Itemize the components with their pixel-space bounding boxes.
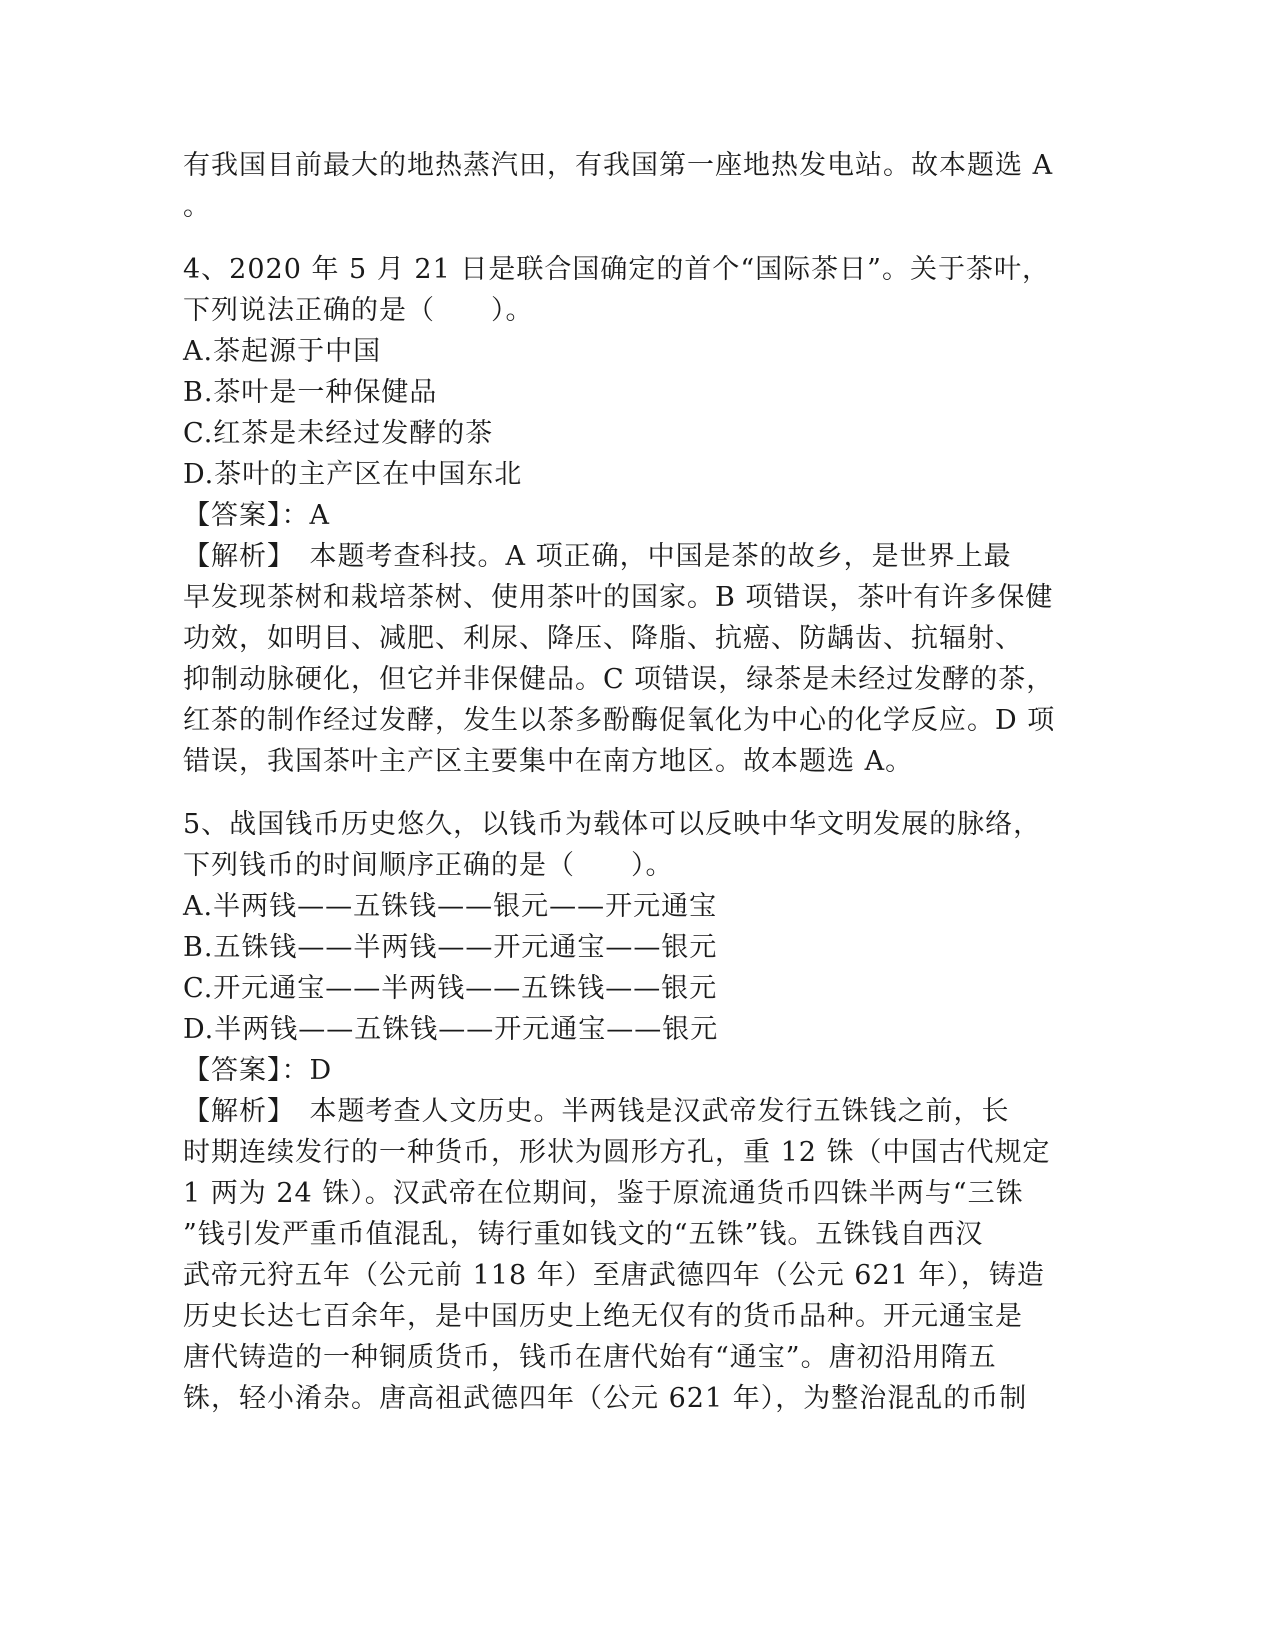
option-b: B.五铢钱——半两钱——开元通宝——银元 bbox=[183, 932, 718, 963]
option-a: A.茶起源于中国 bbox=[183, 336, 382, 367]
analysis-line: 1 两为 24 铢）。汉武帝在位期间，鉴于原流通货币四铢半两与“三铢 bbox=[183, 1178, 1024, 1209]
analysis-line: 【解析】 本题考查人文历史。半两钱是汉武帝发行五铢钱之前，长 bbox=[183, 1096, 1010, 1127]
analysis-line: 铢，轻小淆杂。唐高祖武德四年（公元 621 年），为整治混乱的币制 bbox=[183, 1383, 1028, 1414]
analysis-line: 抑制动脉硬化，但它并非保健品。C 项错误，绿茶是未经过发酵的茶， bbox=[183, 664, 1055, 695]
analysis-line: 红茶的制作经过发酵，发生以茶多酚酶促氧化为中心的化学反应。D 项 bbox=[183, 705, 1056, 736]
analysis-line: 功效，如明目、减肥、利尿、降压、降脂、抗癌、防龋齿、抗辐射、 bbox=[183, 623, 1023, 654]
analysis-line: 武帝元狩五年（公元前 118 年）至唐武德四年（公元 621 年），铸造 bbox=[183, 1260, 1045, 1291]
option-b: B.茶叶是一种保健品 bbox=[183, 377, 438, 408]
question-5 bbox=[183, 804, 1053, 1419]
document-page bbox=[183, 145, 1056, 1419]
analysis-line: 唐代铸造的一种铜质货币，钱币在唐代始有“通宝”。唐初沿用隋五 bbox=[183, 1342, 997, 1373]
question-stem: 4、2020 年 5 月 21 日是联合国确定的首个“国际茶日”。关于茶叶， bbox=[183, 254, 1050, 285]
answer: 【答案】：A bbox=[183, 500, 330, 531]
option-d: D.半两钱——五铢钱——开元通宝——银元 bbox=[183, 1014, 719, 1045]
analysis-line: 早发现茶树和栽培茶树、使用茶叶的国家。B 项错误，茶叶有许多保健 bbox=[183, 582, 1054, 613]
question-stem: 下列说法正确的是（ ）。 bbox=[183, 295, 534, 326]
analysis-line: ”钱引发严重币值混乱，铸行重如钱文的“五铢”钱。五铢钱自西汉 bbox=[183, 1219, 984, 1250]
text-line: 。 bbox=[183, 191, 211, 222]
analysis-line: 历史长达七百余年，是中国历史上绝无仅有的货币品种。开元通宝是 bbox=[183, 1301, 1023, 1332]
question-stem: 5、战国钱币历史悠久，以钱币为载体可以反映中华文明发展的脉络， bbox=[183, 809, 1042, 840]
analysis-line: 【解析】 本题考查科技。A 项正确，中国是茶的故乡，是世界上最 bbox=[183, 541, 1012, 572]
analysis-line: 错误，我国茶叶主产区主要集中在南方地区。故本题选 A。 bbox=[183, 746, 914, 777]
question-stem: 下列钱币的时间顺序正确的是（ ）。 bbox=[183, 850, 674, 881]
option-c: C.开元通宝——半两钱——五铢钱——银元 bbox=[183, 973, 718, 1004]
text-line: 有我国目前最大的地热蒸汽田，有我国第一座地热发电站。故本题选 A bbox=[183, 150, 1054, 181]
question-4 bbox=[183, 249, 1056, 782]
option-a: A.半两钱——五铢钱——银元——开元通宝 bbox=[183, 891, 718, 922]
option-d: D.茶叶的主产区在中国东北 bbox=[183, 459, 523, 490]
option-c: C.红茶是未经过发酵的茶 bbox=[183, 418, 494, 449]
answer: 【答案】：D bbox=[183, 1055, 333, 1086]
analysis-line: 时期连续发行的一种货币，形状为圆形方孔，重 12 铢（中国古代规定 bbox=[183, 1137, 1051, 1168]
intro-paragraph bbox=[183, 145, 1053, 227]
